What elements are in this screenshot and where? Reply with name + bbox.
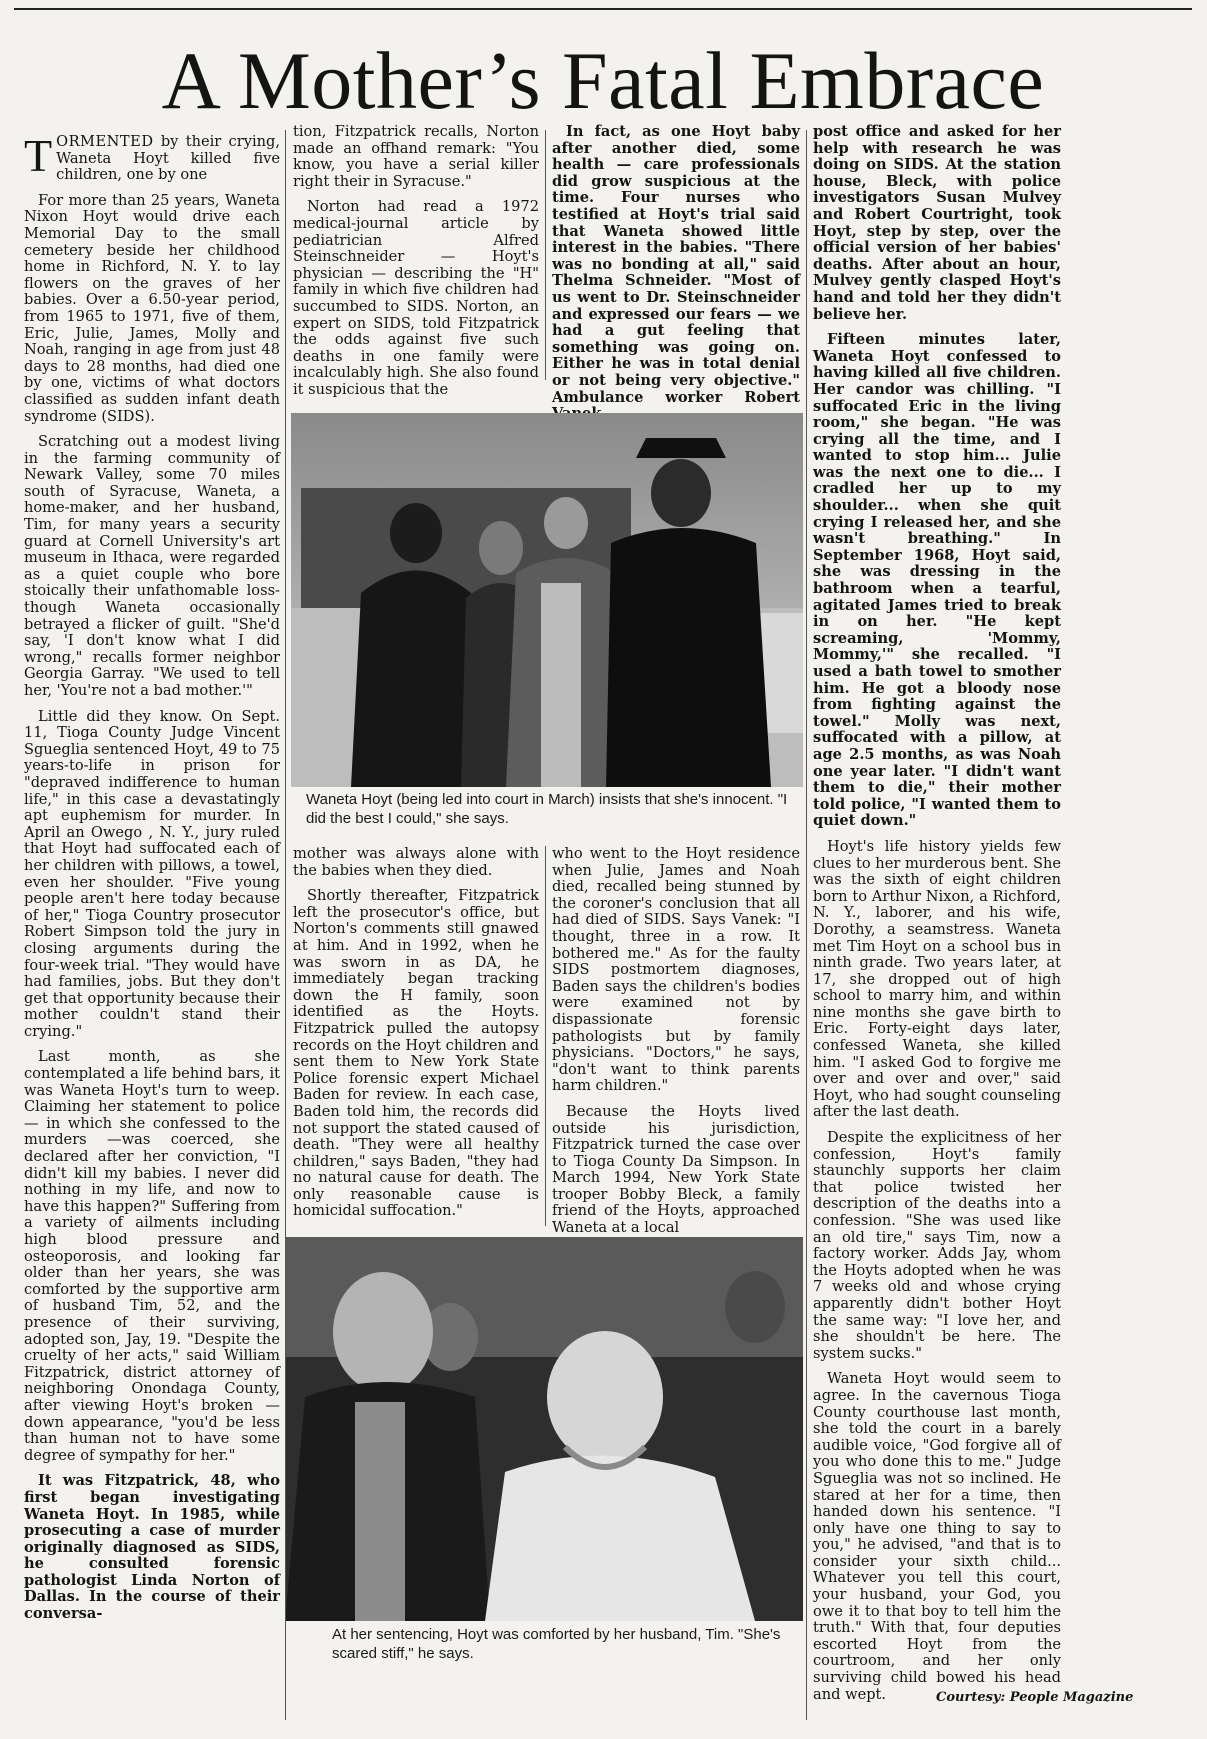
column-divider: [806, 130, 807, 1720]
paragraph: Norton had read a 1972 medical-journal article by pediatrician Alfred Steinschneider — Hoyt's physician — describing the "H" family in which five children had succumbed to SIDS. Norton, an expert on SIDS, told Fitzpatrick the odds against five such deaths in one family were incalculably high. She also found it suspicious that the: [293, 198, 539, 398]
lead-paragraph: [24, 130, 280, 184]
paragraph: post office and asked for her help with research he was doing on SIDS. At the station house, Bleck, with police investigators Susan Mulvey and Robert Courtright, took Hoyt, step by step, over the official version of her babies' deaths. After about an hour, Mulvey gently clasped Hoyt's hand and told her they didn't believe her.: [813, 123, 1061, 323]
column-divider: [285, 130, 286, 1720]
paragraph: Last month, as she contemplated a life behind bars, it was Waneta Hoyt's turn to weep. Claiming her statement to police — in which she confessed to the murders —was coerced, she declared after her conviction, "I didn't kill my babies. I never did nothing in my life, and now to have this happen?" Suffering from a variety of ailments including high blood pressure and osteoporosis, and looking far older than her years, she was comforted by the supportive arm of husband Tim, 52, and the presence of their surviving, adopted son, Jay, 19. "Despite the cruelty of her acts," said William Fitzpatrick, district attorney of neighboring Onondaga County, after viewing Hoyt's broken — down appearance, "you'd be less than human not to have some degree of sympathy for her.": [24, 1048, 280, 1464]
paragraph: Scratching out a modest living in the farming community of Newark Valley, some 70 miles south of Syracuse, Waneta, a home-maker, and her husband, Tim, for many years a security guard at Cornell University's art museum in Ithaca, were regarded as a quiet couple who bore stoically their unfathomable loss-though Waneta occasionally betrayed a flicker of guilt. "She'd say, 'I don't know what I did wrong," recalls former neighbor Georgia Garray. "We used to tell her, 'You're not a bad mother.'": [24, 433, 280, 699]
column-3-top: [552, 123, 800, 406]
drop-cap: T: [24, 130, 53, 181]
paragraph: mother was always alone with the babies when they died.: [293, 845, 539, 879]
column-divider: [545, 846, 546, 1226]
photo-image: [291, 413, 803, 787]
column-divider: [545, 130, 546, 380]
photo-2-caption: At her sentencing, Hoyt was comforted by her husband, Tim. "She's scared stiff," he says.: [332, 1626, 781, 1662]
column-3-middle: [552, 845, 800, 1237]
lead-caps: ORMENTED: [56, 133, 154, 150]
photo-image: [285, 1237, 803, 1621]
courtesy-credit: Courtesy: People Magazine: [936, 1690, 1134, 1705]
newspaper-page: [14, 8, 1192, 1732]
paragraph: For more than 25 years, Waneta Nixon Hoyt would drive each Memorial Day to the small cemetery beside her childhood home in Richford, N. Y. to lay flowers on the graves of her babies. Over a 6.50-year period, from 1965 to 1971, five of them, Eric, Julie, James, Molly and Noah, ranging in age from just 48 days to 28 months, had died one by one, victims of what doctors classified as sudden infant death syndrome (SIDS).: [24, 191, 280, 425]
paragraph: Hoyt's life history yields few clues to her murderous bent. She was the sixth of eight children born to Arthur Nixon, a Richford, N. Y., laborer, and his wife, Dorothy, a seamstress. Waneta met Tim Hoyt on a school bus in ninth grade. Two years later, at 17, she dropped out of high school to marry him, and within nine months she gave birth to Eric. Forty-eight days later, confessed Waneta, she killed him. "I asked God to forgive me over and over and over," said Hoyt, who had sought counseling after the last death.: [813, 837, 1061, 1121]
paragraph: Because the Hoyts lived outside his jurisdiction, Fitzpatrick turned the case over to Tioga County Da Simpson. In March 1994, New York State trooper Bobby Bleck, a family friend of the Hoyts, approached Waneta at a local: [552, 1102, 800, 1237]
photo-hoyt-at-sentencing: [285, 1237, 803, 1621]
paragraph: Despite the explicitness of her confession, Hoyt's family staunchly supports her claim that police twisted her description of the deaths into a confession. "She was used like an old tire," says Tim, now a factory worker. Adds Jay, whom the Hoyts adopted when he was 7 weeks old and whose crying apparently didn't bother Hoyt the same way: "I love her, and she shouldn't be here. The system sucks.": [813, 1129, 1061, 1362]
paragraph: Waneta Hoyt would seem to agree. In the cavernous Tioga County courthouse last month, she told the court in a barely audible voice, "God forgive all of you who done this to me." Judge Sgueglia was not so inclined. He stared at her for a time, then handed down his sentence. "I only have one thing to say to you," he advised, "and that is to consider your sixth child... Whatever you tell this court, your husband, your God, you owe it to that boy to tell him the truth." With that, four deputies escorted Hoyt from the courtroom, and her only surviving child bowed his head and wept.: [813, 1370, 1061, 1703]
photo-1-caption: Waneta Hoyt (being led into court in March) insists that she's innocent. "I did the best I could," she says.: [306, 791, 788, 827]
lead-text: by their crying, Waneta Hoyt killed five children, one by one: [56, 133, 280, 184]
headline: A Mother’s Fatal Embrace: [161, 35, 1045, 126]
paragraph: It was Fitzpatrick, 48, who first began investigating Waneta Hoyt. In 1985, while prosecuting a case of murder originally diagnosed as SIDS, he consulted forensic pathologist Linda Norton of Dallas. In the course of their conversa-: [24, 1472, 280, 1623]
paragraph: who went to the Hoyt residence when Julie, James and Noah died, recalled being stunned by the coroner's conclusion that all had died of SIDS. Says Vanek: "I thought, three in a row. It bothered me." As for the faulty SIDS postmortem diagnoses, Baden says the children's bodies were examined not by dispassionate forensic pathologists but by family physicians. "Doctors," he says, "don't want to think parents harm children.": [552, 845, 800, 1095]
paragraph: In fact, as one Hoyt baby after another died, some health — care professionals did grow suspicious at the time. Four nurses who testified at Hoyt's trial said that Waneta showed little interest in the babies. "There was no bonding at all," said Thelma Schneider. "Most of us went to Dr. Steinschneider and expressed our fears — we had a gut feeling that something was going on. Either he was in total denial or not being very objective." Ambulance worker Robert: [552, 123, 800, 406]
paragraph: tion, Fitzpatrick recalls, Norton made an offhand remark: "You know, you have a serial killer right their in Syracuse.": [293, 123, 539, 190]
paragraph: Fifteen minutes later, Waneta Hoyt confessed to having killed all five children. Her candor was chilling. "I suffocated Eric in the living room," she began. "He was crying all the time, and I wanted to stop him... Julie was the next one to die... I cradled her up to my shoulder... when she quit crying I released her, and she wasn't breathing." In September 1968, Hoyt said, she was dressing in the bathroom when a tearful, agitated James tried to break in on her. "He kept screaming, 'Mommy, Mommy,'" she recalled. "I used a bath towel to smother him. He got a bloody nose from fighting against the towel." Molly was next, suffocated with a pillow, at age 2.5 months, as was Noah one year later. "I didn't want them to die," their mother told police, "I wanted them to quiet down.": [813, 331, 1061, 830]
column-2-middle: [293, 846, 539, 1224]
photo-hoyt-led-into-court: [291, 413, 803, 787]
column-2-top: [293, 123, 539, 398]
paragraph: Little did they know. On Sept. 11, Tioga County Judge Vincent Sgueglia sentenced Hoyt, 49 to 75 years-to-life in prison for "depraved indifference to human life," in this case a devastatingly apt euphemism for murder. In April an Owego , N. Y., jury ruled that Hoyt had suffocated each of her children with pillows, a towel, even her shoulder. "Five young people aren't here today because of her," Tioga Country prosecutor Robert Simpson told the jury in closing arguments during the four-week trial. "They would have had families, jobs. But they don't get that opportunity because their mother couldn't stand their crying.": [24, 707, 280, 1040]
column-1: [24, 130, 280, 1724]
paragraph: Shortly thereafter, Fitzpatrick left the prosecutor's office, but Norton's comments still gnawed at him. And in 1992, when he was sworn in as DA, he immediately began tracking down the H family, soon identified as the Hoyts. Fitzpatrick pulled the autopsy records on the Hoyt children and sent them to New York State Police forensic expert Michael Baden for review. In each case, Baden told him, the records did not support the stated caused of death. "They were all healthy children," says Baden, "they had no natural cause for death. The only reasonable cause is homicidal suffocation.": [293, 887, 539, 1220]
